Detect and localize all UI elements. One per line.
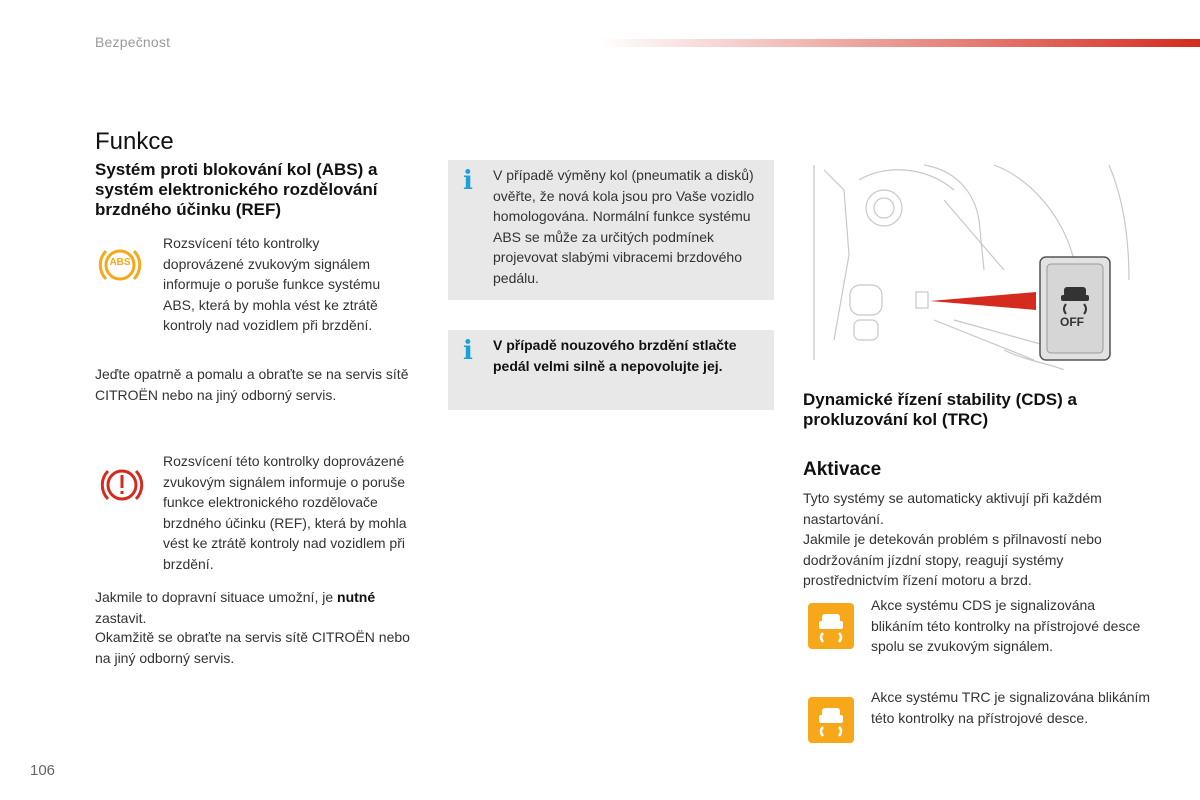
activation-para-1: Tyto systémy se automaticky aktivují při každém nastartování. xyxy=(803,490,1102,527)
contact-service-text: Okamžitě se obraťte na servis sítě CITROËN nebo na jiný odborný servis. xyxy=(95,629,410,666)
brake-failure-icon xyxy=(100,463,144,507)
section-label: Bezpečnost xyxy=(95,34,171,50)
trc-text: Akce systému TRC je signalizována blikáním této kontrolky na přístrojové desce. xyxy=(871,689,1151,726)
stop-instruction xyxy=(95,587,425,628)
abs-warning-text: Rozsvícení této kontrolky doprovázené zvukovým signálem informuje o poruše funkce systému ABS, která by mohla vést ke ztrátě kontroly nad vozidlem při brzdění. xyxy=(163,235,381,333)
abs-ref-heading: Systém proti blokování kol (ABS) a systém elektronického rozdělování brzdného účinku (REF) xyxy=(95,160,378,219)
page-title: Funkce xyxy=(95,128,174,155)
note-text: V případě výměny kol (pneumatik a disků) ověřte, že nová kola jsou pro Vaše vozidlo homologována. Normální funkce systému ABS se může za určitých podmínek projevovat slabými vibracemi brzdového pedálu. xyxy=(493,167,755,286)
note-emergency-braking xyxy=(448,330,774,410)
note-wheel-change xyxy=(448,160,774,300)
ref-warning-text: Rozsvícení této kontrolky doprovázené zvukovým signálem informuje o poruše funkce elektronického rozdělovače brzdného účinku (REF), která by mohla vést ke ztrátě kontroly nad vozidlem při brzdění. xyxy=(163,453,407,572)
drive-carefully-text: Jeďte opatrně a pomalu a obraťte se na servis sítě CITROËN nebo na jiný odborný servis. xyxy=(95,366,409,403)
note-text: V případě nouzového brzdění stlačte pedál velmi silně a nepovolujte jej. xyxy=(493,337,737,374)
cds-trc-heading: Dynamické řízení stability (CDS) a prokluzování kol (TRC) xyxy=(803,390,1077,429)
stop-text-before: Jakmile to dopravní situace umožní, je xyxy=(95,589,338,605)
stop-text-bold: nutné xyxy=(337,589,376,605)
stop-text-after: zastavit. xyxy=(95,609,147,626)
cds-text: Akce systému CDS je signalizována blikáním této kontrolky na přístrojové desce spolu se zvukovým signálem. xyxy=(871,597,1141,654)
traction-control-icon xyxy=(808,697,854,743)
page-number: 106 xyxy=(30,762,56,779)
stability-control-icon xyxy=(808,603,854,649)
abs-warning-icon xyxy=(98,243,142,287)
abs-icon-label: ABS xyxy=(109,257,131,268)
header-accent-bar xyxy=(600,39,1200,47)
info-icon: i xyxy=(463,336,473,366)
esp-off-button-label: OFF xyxy=(1060,315,1084,329)
info-icon: i xyxy=(463,166,473,196)
dashboard-illustration xyxy=(804,160,1134,370)
activation-para-2: Jakmile je detekován problém s přilnavostí nebo dodržováním jízdní stopy, reagují systémy prostřednictvím řízení motoru a brzd. xyxy=(803,531,1102,588)
activation-heading: Aktivace xyxy=(803,459,882,480)
